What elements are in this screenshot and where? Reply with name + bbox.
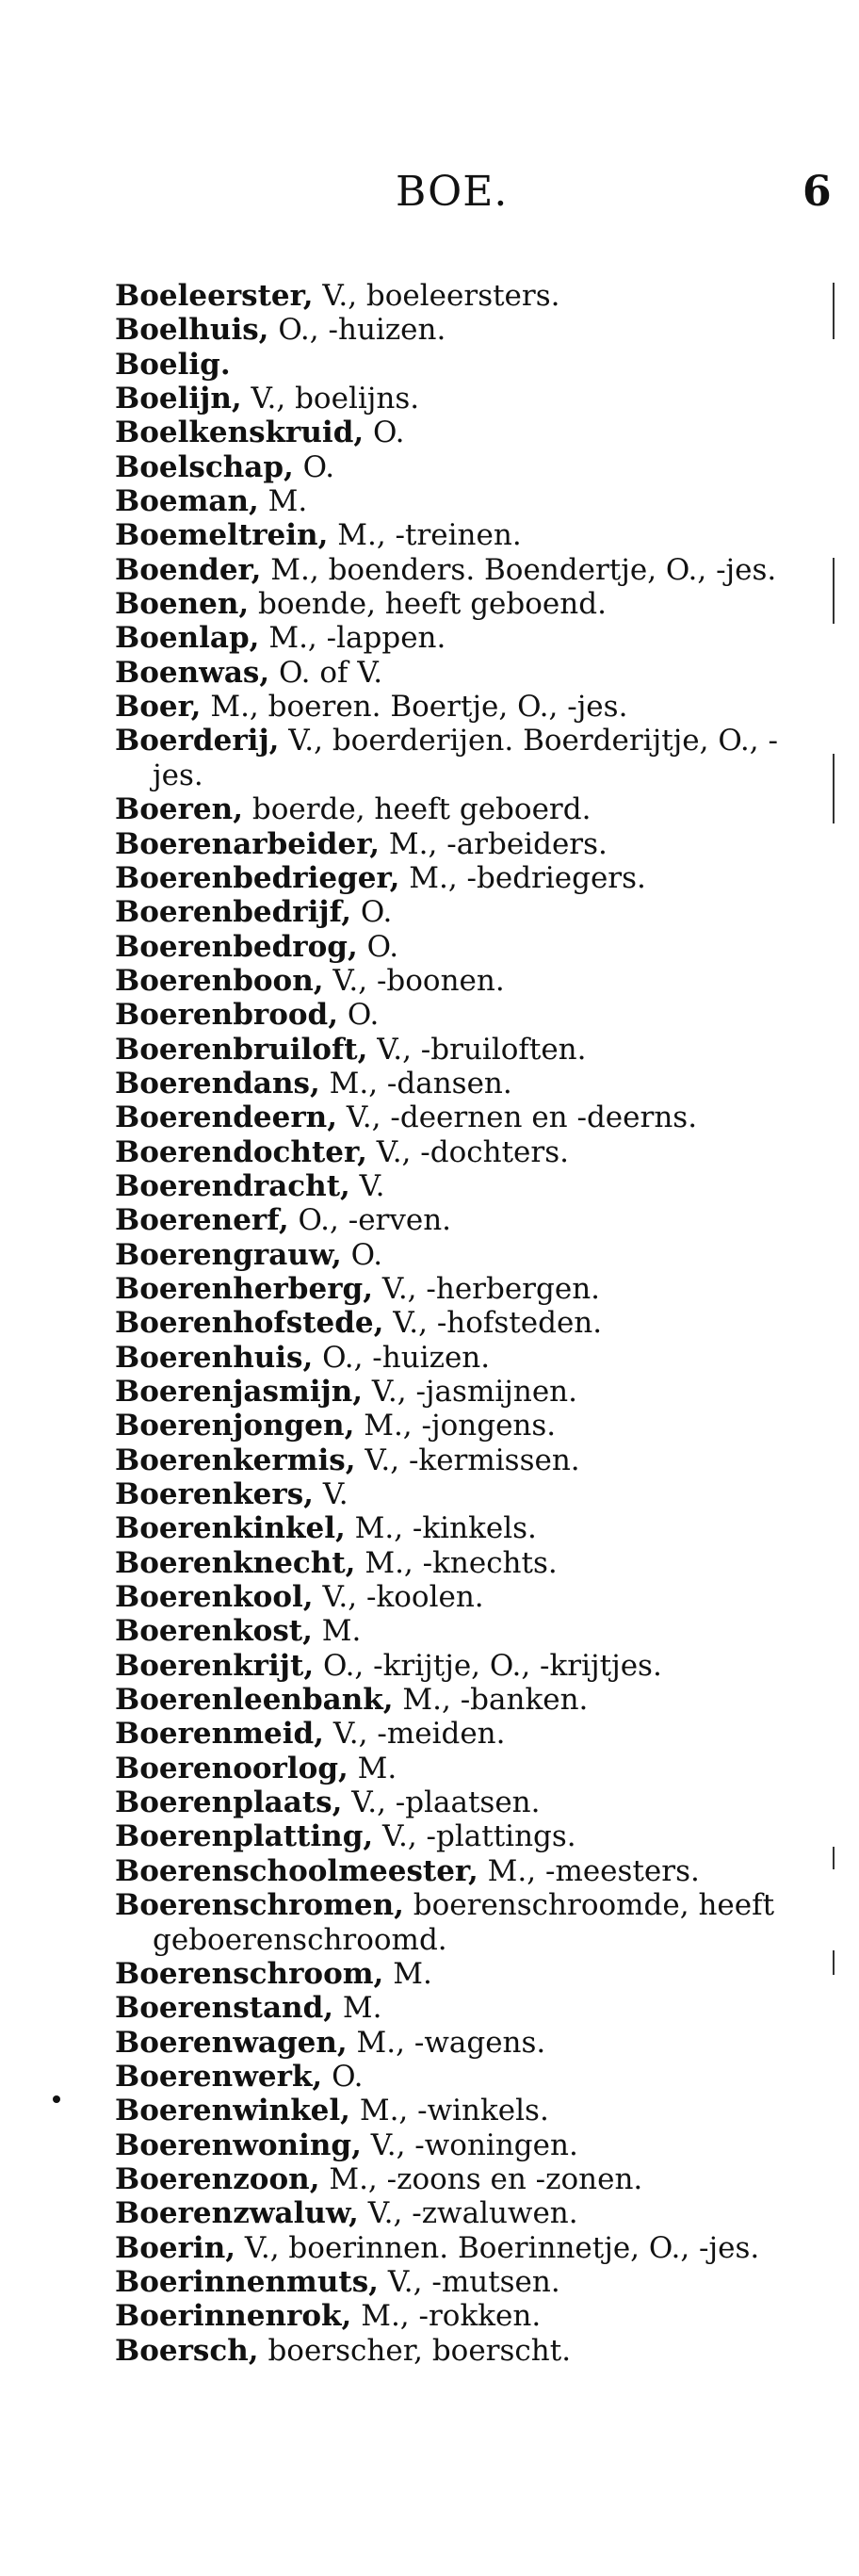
dictionary-entry — [115, 1511, 812, 1545]
dictionary-entry — [115, 587, 812, 621]
entry-headword: Boerenschoolmeester, — [115, 1853, 478, 1888]
dictionary-entry — [115, 1888, 812, 1957]
entry-headword: Boerenleenbank, — [115, 1683, 394, 1718]
dictionary-entry — [115, 964, 812, 998]
entry-headword: Boerendochter, — [115, 1134, 367, 1169]
entry-definition: M., -kinkels. — [345, 1511, 537, 1546]
entry-headword: Boerenherberg, — [115, 1271, 373, 1306]
entry-headword: Boersch, — [115, 2333, 259, 2368]
entry-definition: V., -woningen. — [361, 2128, 578, 2162]
entry-definition: O., -huizen. — [268, 313, 446, 348]
dictionary-entry — [115, 1717, 812, 1751]
entry-definition: V., -mutsen. — [378, 2264, 560, 2299]
entry-definition: V. — [349, 1168, 385, 1203]
entry-definition: V., -bruiloften. — [367, 1032, 587, 1067]
dictionary-entry — [115, 1101, 812, 1134]
entry-definition: O. — [351, 895, 393, 930]
dictionary-entry — [115, 1991, 812, 2025]
entry-definition: V., -kermissen. — [355, 1443, 580, 1477]
entry-headword: Boenen, — [115, 587, 250, 622]
entry-headword: Boerenkinkel, — [115, 1511, 346, 1546]
entry-definition: V., -dochters. — [366, 1134, 569, 1169]
entry-definition: M., -treinen. — [328, 518, 522, 553]
dictionary-entry — [115, 1649, 812, 1683]
entry-headword: Boerendans, — [115, 1066, 320, 1101]
entry-headword: Boenlap, — [115, 621, 260, 656]
dictionary-entry — [115, 2196, 812, 2230]
entry-definition: V., boerinnen. Boerinnetje, O., -jes. — [235, 2230, 760, 2265]
dictionary-entry — [115, 348, 812, 382]
entry-headword: Boerinnenrok, — [115, 2299, 352, 2334]
dictionary-entry — [115, 2299, 812, 2333]
entry-definition: V., -plattings. — [373, 1819, 576, 1854]
entry-definition: M., -zoons en -zonen. — [319, 2161, 643, 2196]
entry-definition: boende, heeft geboend. — [249, 587, 607, 622]
entry-definition: M., -meesters. — [478, 1853, 700, 1888]
dictionary-entry — [115, 2026, 812, 2060]
entry-definition: V., -deernen en -deerns. — [336, 1101, 698, 1135]
entry-definition: V., -plaatsen. — [342, 1785, 541, 1820]
page-header — [0, 168, 859, 224]
entry-definition: M., -rokken. — [351, 2299, 542, 2334]
entry-definition: M., -knechts. — [355, 1545, 558, 1580]
dictionary-entry — [115, 1785, 812, 1819]
entry-headword: Boerenschroom, — [115, 1956, 384, 1991]
margin-dot — [53, 2095, 60, 2103]
entry-headword: Boerendeern, — [115, 1101, 337, 1135]
entry-definition: M. — [258, 484, 308, 519]
entry-definition: M., -bedriegers. — [399, 860, 646, 895]
entry-definition: M., -arbeiders. — [380, 826, 608, 861]
page-number: 6 — [802, 168, 832, 216]
margin-rule — [833, 754, 835, 823]
entry-headword: Boelijn, — [115, 382, 242, 416]
entry-definition: O., -huizen. — [313, 1340, 491, 1375]
entry-headword: Boelig. — [115, 347, 231, 382]
dictionary-entry — [115, 1409, 812, 1443]
dictionary-entry — [115, 518, 812, 552]
dictionary-entry — [115, 1306, 812, 1340]
dictionary-entry — [115, 724, 812, 792]
dictionary-entry — [115, 827, 812, 861]
entry-headword: Boerenhofstede, — [115, 1306, 384, 1341]
dictionary-entry — [115, 1203, 812, 1237]
dictionary-entry — [115, 895, 812, 929]
entry-definition: M., boeren. Boertje, O., -jes. — [201, 690, 628, 725]
dictionary-entry — [115, 861, 812, 895]
dictionary-entry — [115, 1819, 812, 1853]
entry-headword: Boerenplatting, — [115, 1819, 374, 1854]
entry-definition: O. — [341, 1237, 383, 1272]
entry-headword: Boerenwerk, — [115, 2059, 323, 2094]
dictionary-entry — [115, 2060, 812, 2094]
dictionary-entry — [115, 1067, 812, 1101]
margin-rule — [833, 1950, 835, 1975]
entry-definition: M., -banken. — [393, 1683, 589, 1718]
entry-definition: O. — [364, 416, 405, 450]
dictionary-entry — [115, 1957, 812, 1991]
entry-headword: Boerenbedrijf, — [115, 895, 352, 930]
entry-definition: V., -zwaluwen. — [358, 2196, 578, 2231]
entry-definition: V. — [313, 1477, 348, 1512]
dictionary-entry — [115, 1477, 812, 1511]
entry-headword: Boerenoorlog, — [115, 1751, 348, 1785]
dictionary-entry — [115, 656, 812, 690]
entry-definition: V., boeleersters. — [313, 279, 560, 313]
entry-headword: Boerin, — [115, 2230, 236, 2265]
dictionary-entry — [115, 382, 812, 416]
entry-headword: Boerenzoon, — [115, 2161, 320, 2196]
entry-headword: Boerenstand, — [115, 1991, 334, 2026]
entry-headword: Boerenwinkel, — [115, 2094, 350, 2128]
entry-list — [115, 279, 812, 2368]
dictionary-entry — [115, 1238, 812, 1272]
dictionary-entry — [115, 416, 812, 449]
entry-definition: V., -koolen. — [313, 1580, 484, 1615]
entry-headword: Boerenjongen, — [115, 1409, 355, 1443]
entry-definition: boerde, heeft geboerd. — [243, 792, 592, 827]
entry-headword: Boerenbruiloft, — [115, 1032, 368, 1067]
dictionary-entry — [115, 998, 812, 1032]
entry-definition: V., boerderijen. Boerderijtje, O., -jes. — [153, 724, 778, 792]
entry-definition: V., -meiden. — [323, 1717, 506, 1752]
entry-definition: M., -wagens. — [347, 2025, 546, 2060]
entry-headword: Boerenkermis, — [115, 1443, 356, 1477]
margin-rule — [833, 283, 835, 339]
entry-headword: Boerderij, — [115, 724, 280, 758]
entry-headword: Boerendracht, — [115, 1168, 350, 1203]
dictionary-entry — [115, 553, 812, 587]
entry-headword: Boelhuis, — [115, 313, 269, 348]
entry-definition: O., -krijtje, O., -krijtjes. — [314, 1648, 662, 1683]
entry-headword: Boerenkool, — [115, 1580, 314, 1615]
page-title: BOE. — [396, 168, 509, 216]
entry-headword: Boerenwagen, — [115, 2025, 348, 2060]
entry-headword: Boerenschromen, — [115, 1888, 404, 1923]
entry-headword: Boelkenskruid, — [115, 416, 365, 450]
entry-headword: Boerenboon, — [115, 963, 324, 998]
dictionary-entry — [115, 1580, 812, 1614]
entry-definition: M., boenders. Boendertje, O., -jes. — [261, 552, 777, 587]
margin-rule — [833, 558, 835, 624]
entry-headword: Boeleerster, — [115, 279, 314, 313]
dictionary-entry — [115, 450, 812, 484]
entry-definition: O. — [322, 2059, 364, 2094]
entry-headword: Boerenmeid, — [115, 1717, 324, 1752]
entry-headword: Boeren, — [115, 792, 243, 827]
entry-definition: boerscher, boerscht. — [258, 2333, 572, 2368]
entry-definition: O. — [293, 449, 335, 484]
entry-headword: Boemeltrein, — [115, 518, 329, 553]
dictionary-entry — [115, 1341, 812, 1375]
entry-headword: Boerenplaats, — [115, 1785, 343, 1820]
dictionary-entry — [115, 1443, 812, 1477]
dictionary-entry — [115, 2162, 812, 2196]
dictionary-entry — [115, 1033, 812, 1067]
entry-headword: Boerinnenmuts, — [115, 2264, 379, 2299]
dictionary-entry — [115, 792, 812, 826]
dictionary-entry — [115, 1546, 812, 1580]
entry-headword: Boender, — [115, 552, 262, 587]
dictionary-entry — [115, 313, 812, 347]
entry-definition: M., -jongens. — [354, 1409, 557, 1443]
entry-definition: M., -dansen. — [319, 1066, 512, 1101]
entry-definition: V., -hofsteden. — [383, 1306, 603, 1341]
entry-definition: M. — [383, 1956, 432, 1991]
dictionary-entry — [115, 1854, 812, 1888]
entry-headword: Boerenkost, — [115, 1614, 313, 1649]
entry-definition: O. — [338, 998, 380, 1033]
entry-definition: V., -jasmijnen. — [363, 1375, 577, 1409]
dictionary-entry — [115, 2128, 812, 2162]
entry-headword: Boerenbedrieger, — [115, 860, 400, 895]
entry-headword: Boerenknecht, — [115, 1545, 356, 1580]
entry-headword: Boerenerf, — [115, 1203, 289, 1238]
dictionary-entry — [115, 2231, 812, 2265]
dictionary-entry — [115, 2334, 812, 2368]
entry-definition: boerenschroomde, heeft geboerenschroomd. — [153, 1888, 775, 1957]
dictionary-entry — [115, 1752, 812, 1785]
entry-headword: Boenwas, — [115, 655, 270, 690]
entry-headword: Boer, — [115, 690, 202, 725]
dictionary-entry — [115, 484, 812, 518]
dictionary-entry — [115, 1614, 812, 1648]
dictionary-entry — [115, 930, 812, 964]
entry-headword: Boerenwoning, — [115, 2128, 362, 2162]
entry-definition: M. — [312, 1614, 362, 1649]
entry-definition: V., -boonen. — [323, 963, 505, 998]
entry-definition: M., -lappen. — [259, 621, 446, 656]
entry-headword: Boerenkrijt, — [115, 1648, 315, 1683]
entry-definition: M., -winkels. — [349, 2094, 549, 2128]
dictionary-entry — [115, 621, 812, 655]
entry-headword: Boelschap, — [115, 449, 294, 484]
dictionary-entry — [115, 1683, 812, 1717]
margin-rule — [833, 1847, 835, 1869]
dictionary-entry — [115, 1169, 812, 1203]
dictionary-entry — [115, 1272, 812, 1306]
entry-definition: V., boelijns. — [241, 382, 420, 416]
entry-headword: Boerenjasmijn, — [115, 1375, 364, 1409]
dictionary-entry — [115, 690, 812, 724]
entry-headword: Boerengrauw, — [115, 1237, 342, 1272]
dictionary-entry — [115, 2265, 812, 2299]
dictionary-entry — [115, 1135, 812, 1169]
dictionary-entry — [115, 2094, 812, 2128]
entry-headword: Boerenzwaluw, — [115, 2196, 359, 2231]
entry-headword: Boerenbrood, — [115, 998, 339, 1033]
dictionary-entry — [115, 1375, 812, 1409]
entry-definition: O., -erven. — [288, 1203, 452, 1238]
entry-definition: V., -herbergen. — [373, 1271, 601, 1306]
entry-headword: Boerenbedrog, — [115, 929, 358, 964]
dictionary-entry — [115, 279, 812, 313]
entry-headword: Boerenkers, — [115, 1477, 314, 1512]
entry-definition: O. of V. — [269, 655, 383, 690]
entry-headword: Boeman, — [115, 484, 259, 519]
entry-definition: O. — [357, 929, 399, 964]
entry-definition: M. — [333, 1991, 382, 2026]
entry-headword: Boerenarbeider, — [115, 826, 381, 861]
entry-headword: Boerenhuis, — [115, 1340, 314, 1375]
entry-definition: M. — [348, 1751, 397, 1785]
